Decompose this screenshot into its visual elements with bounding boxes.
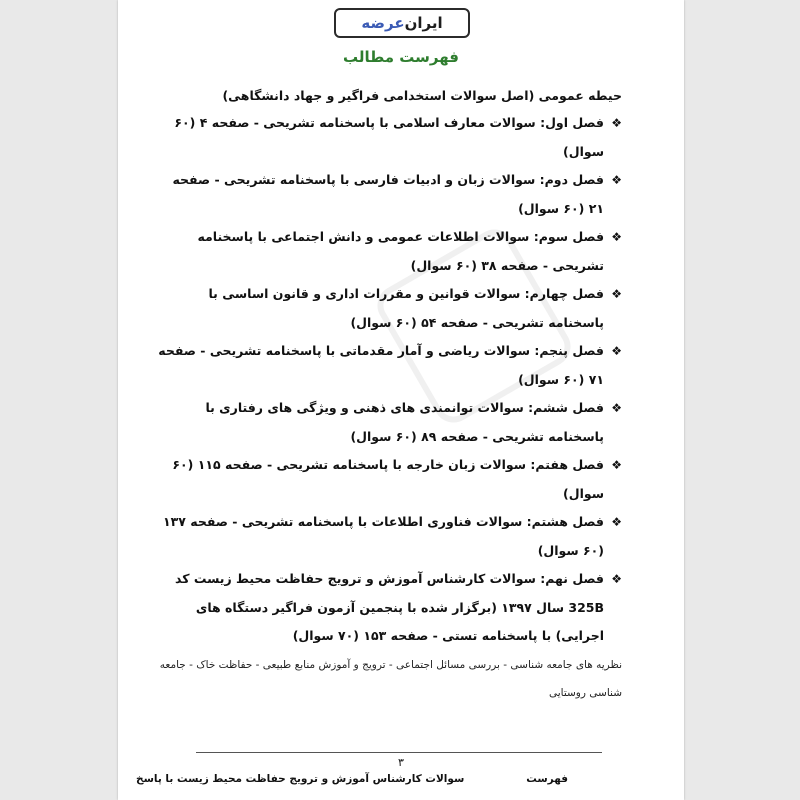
diamond-bullet-icon: ❖: [611, 515, 622, 529]
chapter-item: [154, 109, 622, 166]
chapter-text: فصل هشتم: سوالات فناوری اطلاعات با پاسخنامه تشریحی - صفحه ۱۳۷ (۶۰ سوال): [163, 514, 604, 558]
chapter-list: [154, 109, 622, 651]
diamond-bullet-icon: ❖: [611, 173, 622, 187]
chapter-item: [154, 508, 622, 565]
chapter-text: فصل ششم: سوالات توانمندی های ذهنی و ویژگی های رفتاری با پاسخنامه تشریحی - صفحه ۸۹ (۶۰ سوال): [205, 400, 604, 444]
diamond-bullet-icon: ❖: [611, 116, 622, 130]
page-number: ۳: [398, 756, 404, 769]
chapter-text: فصل چهارم: سوالات قوانین و مقررات اداری و قانون اساسی با پاسخنامه تشریحی - صفحه ۵۴ (۶۰ سوال): [208, 286, 604, 330]
page-title: فهرست مطالب: [343, 48, 459, 66]
toc-content: [154, 82, 622, 707]
chapter-item: [154, 451, 622, 508]
footer-section-name: فهرست: [526, 773, 568, 785]
logo-text-main: ایران: [404, 14, 443, 32]
chapter-text: فصل اول: سوالات معارف اسلامی با پاسخنامه تشریحی - صفحه ۴ (۶۰ سوال): [174, 115, 604, 159]
diamond-bullet-icon: ❖: [611, 344, 622, 358]
diamond-bullet-icon: ❖: [611, 572, 622, 586]
chapter-item: [154, 223, 622, 280]
footer-book-title: سوالات کارشناس آموزش و ترویج حفاظت محیط زیست با پاسخ: [136, 773, 465, 785]
chapter-item: [154, 280, 622, 337]
document-page: [118, 0, 684, 800]
chapter-item: [154, 394, 622, 451]
toc-intro: حیطه عمومی (اصل سوالات استخدامی فراگیر و جهاد دانشگاهی): [222, 88, 622, 103]
chapter-text: فصل پنجم: سوالات ریاضی و آمار مقدماتی با پاسخنامه تشریحی - صفحه ۷۱ (۶۰ سوال): [158, 343, 604, 387]
footer-divider: [196, 752, 602, 753]
chapter-item: [154, 565, 622, 651]
diamond-bullet-icon: ❖: [611, 401, 622, 415]
chapter-item: [154, 166, 622, 223]
brand-logo: [334, 8, 470, 38]
diamond-bullet-icon: ❖: [611, 287, 622, 301]
diamond-bullet-icon: ❖: [611, 230, 622, 244]
diamond-bullet-icon: ❖: [611, 458, 622, 472]
logo-text-accent: عرضه: [361, 14, 405, 32]
chapter-text: فصل دوم: سوالات زبان و ادبیات فارسی با پاسخنامه تشریحی - صفحه ۲۱ (۶۰ سوال): [172, 172, 604, 216]
chapter-text: فصل هفتم: سوالات زبان خارجه با پاسخنامه تشریحی - صفحه ۱۱۵ (۶۰ سوال): [172, 457, 604, 501]
chapter-subtopics: نظریه های جامعه شناسی - بررسی مسائل اجتماعی - ترویج و آموزش منابع طبیعی - حفاظت خاک - جامعه شناسی روستایی: [159, 658, 622, 699]
chapter-text: فصل سوم: سوالات اطلاعات عمومی و دانش اجتماعی با پاسخنامه تشریحی - صفحه ۳۸ (۶۰ سوال): [197, 229, 604, 273]
chapter-item: [154, 337, 622, 394]
chapter-text: فصل نهم: سوالات کارشناس آموزش و ترویج حفاظت محیط زیست کد 325B سال ۱۳۹۷ (برگزار شده با پنجمین آزمون فراگیر دستگاه های اجرایی) با پاسخنامه تستی - صفحه ۱۵۳ (۷۰ سوال): [175, 571, 604, 643]
